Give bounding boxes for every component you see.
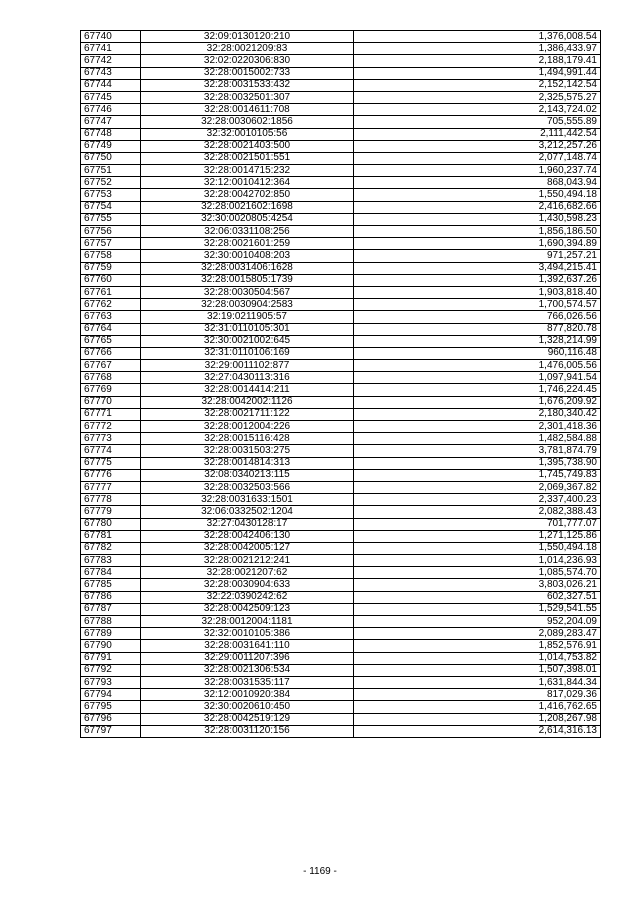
table-row bbox=[81, 542, 601, 554]
amount-cell: 1,700,574.57 bbox=[354, 299, 601, 311]
table-row bbox=[81, 652, 601, 664]
cadastral-number-cell: 32:28:0031633:1501 bbox=[141, 494, 354, 506]
amount-cell: 1,676,209.92 bbox=[354, 396, 601, 408]
table-row bbox=[81, 140, 601, 152]
table-row bbox=[81, 165, 601, 177]
amount-cell: 1,430,598.23 bbox=[354, 213, 601, 225]
cadastral-number-cell: 32:28:0021207:62 bbox=[141, 567, 354, 579]
row-number-cell: 67755 bbox=[81, 213, 141, 225]
table-row bbox=[81, 603, 601, 615]
cadastral-number-cell: 32:31:0110106:169 bbox=[141, 347, 354, 359]
row-number-cell: 67796 bbox=[81, 713, 141, 725]
amount-cell: 1,014,236.93 bbox=[354, 555, 601, 567]
table-row bbox=[81, 116, 601, 128]
amount-cell: 1,856,186.50 bbox=[354, 226, 601, 238]
cadastral-number-cell: 32:29:0011102:877 bbox=[141, 360, 354, 372]
row-number-cell: 67797 bbox=[81, 725, 141, 737]
cadastral-number-cell: 32:28:0021711:122 bbox=[141, 408, 354, 420]
amount-cell: 2,152,142.54 bbox=[354, 79, 601, 91]
cadastral-number-cell: 32:28:0021209:83 bbox=[141, 43, 354, 55]
row-number-cell: 67754 bbox=[81, 201, 141, 213]
amount-cell: 2,337,400.23 bbox=[354, 494, 601, 506]
row-number-cell: 67756 bbox=[81, 226, 141, 238]
row-number-cell: 67741 bbox=[81, 43, 141, 55]
cadastral-number-cell: 32:28:0021602:1698 bbox=[141, 201, 354, 213]
row-number-cell: 67764 bbox=[81, 323, 141, 335]
cadastral-number-cell: 32:28:0030602:1856 bbox=[141, 116, 354, 128]
cadastral-number-cell: 32:28:0042702:850 bbox=[141, 189, 354, 201]
cadastral-number-cell: 32:30:0020610:450 bbox=[141, 701, 354, 713]
row-number-cell: 67761 bbox=[81, 286, 141, 298]
table-row bbox=[81, 262, 601, 274]
cadastral-number-cell: 32:31:0110105:301 bbox=[141, 323, 354, 335]
table-row bbox=[81, 676, 601, 688]
table-row bbox=[81, 128, 601, 140]
cadastral-number-cell: 32:08:0340213:115 bbox=[141, 469, 354, 481]
amount-cell: 1,631,844.34 bbox=[354, 676, 601, 688]
table-row bbox=[81, 286, 601, 298]
row-number-cell: 67791 bbox=[81, 652, 141, 664]
cadastral-number-cell: 32:28:0031535:117 bbox=[141, 676, 354, 688]
cadastral-number-cell: 32:27:0430113:316 bbox=[141, 372, 354, 384]
amount-cell: 952,204.09 bbox=[354, 616, 601, 628]
amount-cell: 2,416,682.66 bbox=[354, 201, 601, 213]
table-row bbox=[81, 213, 601, 225]
table-row bbox=[81, 152, 601, 164]
table-row bbox=[81, 79, 601, 91]
cadastral-number-cell: 32:28:0042002:1126 bbox=[141, 396, 354, 408]
row-number-cell: 67770 bbox=[81, 396, 141, 408]
cadastral-number-cell: 32:28:0014814:313 bbox=[141, 457, 354, 469]
amount-cell: 2,188,179.41 bbox=[354, 55, 601, 67]
amount-cell: 1,386,433.97 bbox=[354, 43, 601, 55]
table-row bbox=[81, 530, 601, 542]
cadastral-number-cell: 32:12:0010412:364 bbox=[141, 177, 354, 189]
amount-cell: 1,416,762.65 bbox=[354, 701, 601, 713]
cadastral-number-cell: 32:28:0012004:226 bbox=[141, 421, 354, 433]
row-number-cell: 67743 bbox=[81, 67, 141, 79]
cadastral-number-cell: 32:28:0021212:241 bbox=[141, 555, 354, 567]
table-row bbox=[81, 55, 601, 67]
amount-cell: 602,327.51 bbox=[354, 591, 601, 603]
table-row bbox=[81, 274, 601, 286]
cadastral-number-cell: 32:28:0012004:1181 bbox=[141, 616, 354, 628]
amount-cell: 971,257.21 bbox=[354, 250, 601, 262]
row-number-cell: 67742 bbox=[81, 55, 141, 67]
row-number-cell: 67762 bbox=[81, 299, 141, 311]
amount-cell: 1,745,749.83 bbox=[354, 469, 601, 481]
cadastral-number-cell: 32:32:0010105:56 bbox=[141, 128, 354, 140]
cadastral-number-cell: 32:28:0042509:123 bbox=[141, 603, 354, 615]
amount-cell: 1,690,394.89 bbox=[354, 238, 601, 250]
row-number-cell: 67747 bbox=[81, 116, 141, 128]
amount-cell: 1,395,738.90 bbox=[354, 457, 601, 469]
amount-cell: 1,529,541.55 bbox=[354, 603, 601, 615]
row-number-cell: 67792 bbox=[81, 664, 141, 676]
amount-cell: 868,043.94 bbox=[354, 177, 601, 189]
table-row bbox=[81, 701, 601, 713]
cadastral-number-cell: 32:32:0010105:386 bbox=[141, 628, 354, 640]
cadastral-number-cell: 32:28:0021403:500 bbox=[141, 140, 354, 152]
cadastral-number-cell: 32:28:0031120:156 bbox=[141, 725, 354, 737]
amount-cell: 2,089,283.47 bbox=[354, 628, 601, 640]
table-row bbox=[81, 311, 601, 323]
table-row bbox=[81, 664, 601, 676]
amount-cell: 2,082,388.43 bbox=[354, 506, 601, 518]
cadastral-number-cell: 32:28:0031406:1628 bbox=[141, 262, 354, 274]
table-row bbox=[81, 384, 601, 396]
row-number-cell: 67776 bbox=[81, 469, 141, 481]
amount-cell: 2,143,724.02 bbox=[354, 104, 601, 116]
cadastral-number-cell: 32:30:0010408:203 bbox=[141, 250, 354, 262]
row-number-cell: 67763 bbox=[81, 311, 141, 323]
table-row bbox=[81, 481, 601, 493]
cadastral-number-cell: 32:06:0331108:256 bbox=[141, 226, 354, 238]
table-row bbox=[81, 226, 601, 238]
row-number-cell: 67758 bbox=[81, 250, 141, 262]
table-row bbox=[81, 445, 601, 457]
amount-cell: 3,494,215.41 bbox=[354, 262, 601, 274]
amount-cell: 1,392,637.26 bbox=[354, 274, 601, 286]
amount-cell: 1,550,494.18 bbox=[354, 542, 601, 554]
cadastral-number-cell: 32:28:0030504:567 bbox=[141, 286, 354, 298]
cadastral-number-cell: 32:28:0021501:551 bbox=[141, 152, 354, 164]
table-row bbox=[81, 567, 601, 579]
table-row bbox=[81, 713, 601, 725]
row-number-cell: 67750 bbox=[81, 152, 141, 164]
cadastral-number-cell: 32:28:0032503:566 bbox=[141, 481, 354, 493]
table-row bbox=[81, 299, 601, 311]
table-row bbox=[81, 177, 601, 189]
table-row bbox=[81, 238, 601, 250]
cadastral-number-cell: 32:28:0031503:275 bbox=[141, 445, 354, 457]
row-number-cell: 67748 bbox=[81, 128, 141, 140]
table-row bbox=[81, 201, 601, 213]
row-number-cell: 67759 bbox=[81, 262, 141, 274]
cadastral-number-cell: 32:28:0014715:232 bbox=[141, 165, 354, 177]
amount-cell: 1,208,267.98 bbox=[354, 713, 601, 725]
cadastral-number-cell: 32:09:0130120:210 bbox=[141, 31, 354, 43]
row-number-cell: 67774 bbox=[81, 445, 141, 457]
row-number-cell: 67772 bbox=[81, 421, 141, 433]
row-number-cell: 67788 bbox=[81, 616, 141, 628]
table-row bbox=[81, 591, 601, 603]
cadastral-number-cell: 32:28:0015805:1739 bbox=[141, 274, 354, 286]
cadastral-number-cell: 32:06:0332502:1204 bbox=[141, 506, 354, 518]
amount-cell: 1,482,584.88 bbox=[354, 433, 601, 445]
row-number-cell: 67773 bbox=[81, 433, 141, 445]
table-row bbox=[81, 43, 601, 55]
amount-cell: 2,180,340.42 bbox=[354, 408, 601, 420]
table-row bbox=[81, 421, 601, 433]
row-number-cell: 67760 bbox=[81, 274, 141, 286]
amount-cell: 3,781,874.79 bbox=[354, 445, 601, 457]
row-number-cell: 67787 bbox=[81, 603, 141, 615]
cadastral-number-cell: 32:30:0021002:645 bbox=[141, 335, 354, 347]
table-row bbox=[81, 689, 601, 701]
row-number-cell: 67786 bbox=[81, 591, 141, 603]
row-number-cell: 67775 bbox=[81, 457, 141, 469]
row-number-cell: 67753 bbox=[81, 189, 141, 201]
cadastral-number-cell: 32:28:0031641:110 bbox=[141, 640, 354, 652]
amount-cell: 1,852,576.91 bbox=[354, 640, 601, 652]
amount-cell: 1,476,005.56 bbox=[354, 360, 601, 372]
cadastral-number-cell: 32:28:0042406:130 bbox=[141, 530, 354, 542]
row-number-cell: 67784 bbox=[81, 567, 141, 579]
cadastral-number-cell: 32:19:0211905:57 bbox=[141, 311, 354, 323]
amount-cell: 1,746,224.45 bbox=[354, 384, 601, 396]
row-number-cell: 67785 bbox=[81, 579, 141, 591]
row-number-cell: 67771 bbox=[81, 408, 141, 420]
row-number-cell: 67745 bbox=[81, 91, 141, 103]
amount-cell: 960,116.48 bbox=[354, 347, 601, 359]
table-row bbox=[81, 628, 601, 640]
table-row bbox=[81, 616, 601, 628]
table-row bbox=[81, 433, 601, 445]
table-row bbox=[81, 104, 601, 116]
table-row bbox=[81, 189, 601, 201]
amount-cell: 1,376,008.54 bbox=[354, 31, 601, 43]
cadastral-number-cell: 32:27:0430128:17 bbox=[141, 518, 354, 530]
table-row bbox=[81, 579, 601, 591]
table-row bbox=[81, 408, 601, 420]
row-number-cell: 67781 bbox=[81, 530, 141, 542]
table-row bbox=[81, 372, 601, 384]
cadastral-number-cell: 32:28:0042519:129 bbox=[141, 713, 354, 725]
amount-cell: 1,014,753.82 bbox=[354, 652, 601, 664]
table-row bbox=[81, 457, 601, 469]
cadastral-number-cell: 32:28:0015002:733 bbox=[141, 67, 354, 79]
amount-cell: 2,614,316.13 bbox=[354, 725, 601, 737]
amount-cell: 2,077,148.74 bbox=[354, 152, 601, 164]
row-number-cell: 67752 bbox=[81, 177, 141, 189]
amount-cell: 1,903,818.40 bbox=[354, 286, 601, 298]
table-row bbox=[81, 67, 601, 79]
amount-cell: 3,803,026.21 bbox=[354, 579, 601, 591]
table-row bbox=[81, 31, 601, 43]
row-number-cell: 67751 bbox=[81, 165, 141, 177]
amount-cell: 3,212,257.26 bbox=[354, 140, 601, 152]
cadastral-number-cell: 32:28:0014611:708 bbox=[141, 104, 354, 116]
row-number-cell: 67746 bbox=[81, 104, 141, 116]
data-table bbox=[80, 30, 601, 738]
cadastral-number-cell: 32:28:0015116:428 bbox=[141, 433, 354, 445]
table-row bbox=[81, 725, 601, 737]
cadastral-number-cell: 32:28:0030904:2583 bbox=[141, 299, 354, 311]
row-number-cell: 67767 bbox=[81, 360, 141, 372]
table-row bbox=[81, 91, 601, 103]
table-row bbox=[81, 323, 601, 335]
row-number-cell: 67789 bbox=[81, 628, 141, 640]
cadastral-number-cell: 32:28:0042005:127 bbox=[141, 542, 354, 554]
row-number-cell: 67740 bbox=[81, 31, 141, 43]
amount-cell: 2,301,418.36 bbox=[354, 421, 601, 433]
row-number-cell: 67749 bbox=[81, 140, 141, 152]
row-number-cell: 67766 bbox=[81, 347, 141, 359]
table-row bbox=[81, 360, 601, 372]
row-number-cell: 67779 bbox=[81, 506, 141, 518]
cadastral-number-cell: 32:28:0014414:211 bbox=[141, 384, 354, 396]
amount-cell: 2,069,367.82 bbox=[354, 481, 601, 493]
amount-cell: 1,494,991.44 bbox=[354, 67, 601, 79]
cadastral-number-cell: 32:28:0030904:633 bbox=[141, 579, 354, 591]
row-number-cell: 67744 bbox=[81, 79, 141, 91]
row-number-cell: 67768 bbox=[81, 372, 141, 384]
amount-cell: 701,777.07 bbox=[354, 518, 601, 530]
cadastral-number-cell: 32:02:0220306:830 bbox=[141, 55, 354, 67]
cadastral-number-cell: 32:22:0390242:62 bbox=[141, 591, 354, 603]
cadastral-number-cell: 32:28:0021306:534 bbox=[141, 664, 354, 676]
table-body bbox=[81, 31, 601, 738]
table-row bbox=[81, 494, 601, 506]
cadastral-number-cell: 32:28:0032501:307 bbox=[141, 91, 354, 103]
row-number-cell: 67778 bbox=[81, 494, 141, 506]
row-number-cell: 67769 bbox=[81, 384, 141, 396]
amount-cell: 1,507,398.01 bbox=[354, 664, 601, 676]
amount-cell: 1,550,494.18 bbox=[354, 189, 601, 201]
amount-cell: 877,820.78 bbox=[354, 323, 601, 335]
row-number-cell: 67765 bbox=[81, 335, 141, 347]
cadastral-number-cell: 32:28:0021601:259 bbox=[141, 238, 354, 250]
row-number-cell: 67780 bbox=[81, 518, 141, 530]
row-number-cell: 67777 bbox=[81, 481, 141, 493]
amount-cell: 1,960,237.74 bbox=[354, 165, 601, 177]
amount-cell: 2,111,442.54 bbox=[354, 128, 601, 140]
amount-cell: 1,085,574.70 bbox=[354, 567, 601, 579]
amount-cell: 705,555.89 bbox=[354, 116, 601, 128]
table-row bbox=[81, 506, 601, 518]
table-row bbox=[81, 250, 601, 262]
cadastral-number-cell: 32:29:0011207:396 bbox=[141, 652, 354, 664]
table-row bbox=[81, 640, 601, 652]
page-number: - 1169 - bbox=[303, 866, 337, 877]
row-number-cell: 67793 bbox=[81, 676, 141, 688]
cadastral-number-cell: 32:12:0010920:384 bbox=[141, 689, 354, 701]
amount-cell: 2,325,575.27 bbox=[354, 91, 601, 103]
row-number-cell: 67795 bbox=[81, 701, 141, 713]
table-row bbox=[81, 518, 601, 530]
table-row bbox=[81, 347, 601, 359]
row-number-cell: 67794 bbox=[81, 689, 141, 701]
amount-cell: 766,026.56 bbox=[354, 311, 601, 323]
amount-cell: 1,328,214.99 bbox=[354, 335, 601, 347]
amount-cell: 1,097,941.54 bbox=[354, 372, 601, 384]
table-row bbox=[81, 396, 601, 408]
table-row bbox=[81, 555, 601, 567]
amount-cell: 817,029.36 bbox=[354, 689, 601, 701]
row-number-cell: 67782 bbox=[81, 542, 141, 554]
cadastral-number-cell: 32:30:0020805:4254 bbox=[141, 213, 354, 225]
table-row bbox=[81, 335, 601, 347]
row-number-cell: 67757 bbox=[81, 238, 141, 250]
row-number-cell: 67790 bbox=[81, 640, 141, 652]
table-row bbox=[81, 469, 601, 481]
cadastral-number-cell: 32:28:0031533:432 bbox=[141, 79, 354, 91]
row-number-cell: 67783 bbox=[81, 555, 141, 567]
amount-cell: 1,271,125.86 bbox=[354, 530, 601, 542]
